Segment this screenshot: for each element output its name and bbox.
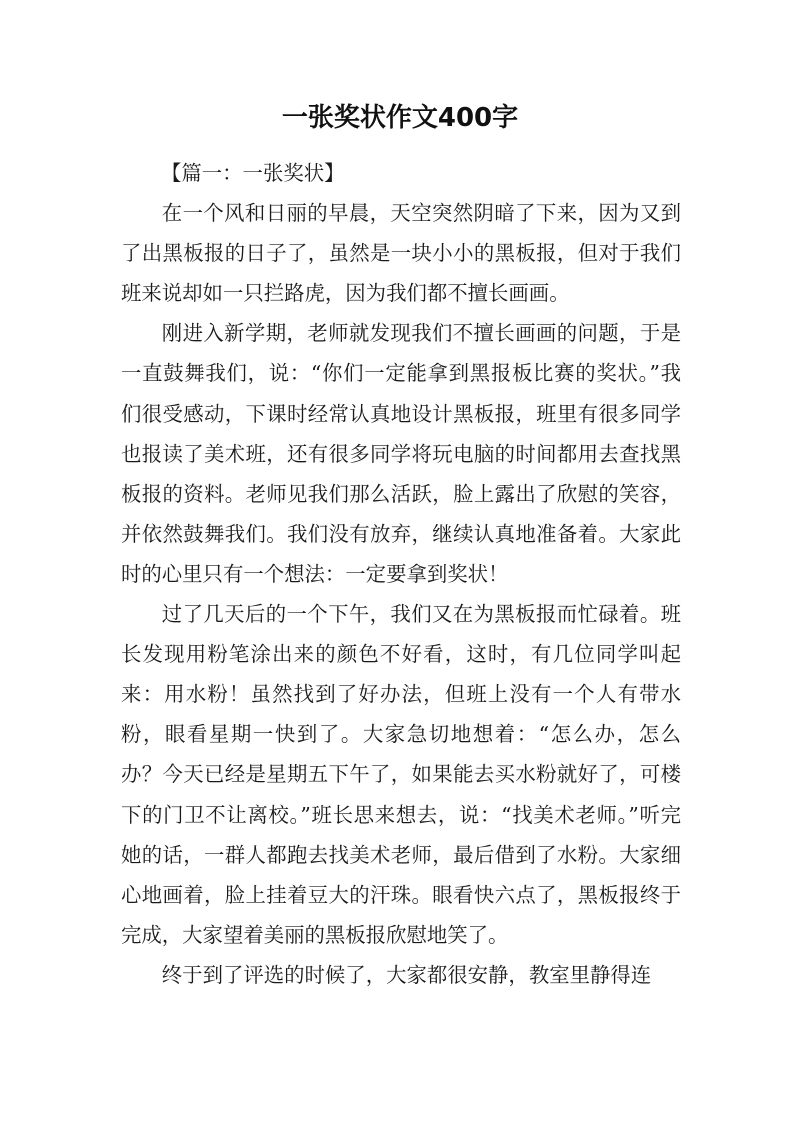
document-body [121, 153, 681, 995]
section-heading: 【篇一：一张奖状】 [161, 161, 345, 185]
document-title: 一张奖状作文400字 [281, 103, 519, 133]
paragraph-2: 刚进入新学期，老师就发现我们不擅长画画的问题，于是一直鼓舞我们，说：“你们一定能拿到黑报板比赛的奖状。”我们很受感动，下课时经常认真地设计黑板报，班里有很多同学也报读了美术班，还有很多同学将玩电脑的时间都用去查找黑板报的资料。老师见我们那么活跃，脸上露出了欣慰的笑容，并依然鼓舞我们。我们没有放弃，继续认真地准备着。大家此时的心里只有一个想法：一定要拿到奖状！ [121, 321, 681, 586]
paragraph-4: 终于到了评选的时候了，大家都很安静，教室里静得连 [161, 962, 652, 987]
paragraph-3: 过了几天后的一个下午，我们又在为黑板报而忙碌着。班长发现用粉笔涂出来的颜色不好看，这时，有几位同学叫起来：用水粉！虽然找到了好办法，但班上没有一个人有带水粉，眼看星期一快到了。大家急切地想着：“怎么办，怎么办？今天已经是星期五下午了，如果能去买水粉就好了，可楼下的门卫不让离校。”班长思来想去，说：“找美术老师。”听完她的话，一群人都跑去找美术老师，最后借到了水粉。大家细心地画着，脸上挂着豆大的汗珠。眼看快六点了，黑板报终于完成，大家望着美丽的黑板报欣慰地笑了。 [121, 602, 681, 947]
paragraph-1: 在一个风和日丽的早晨，天空突然阴暗了下来，因为又到了出黑板报的日子了，虽然是一块小小的黑板报，但对于我们班来说却如一只拦路虎，因为我们都不擅长画画。 [121, 201, 681, 306]
